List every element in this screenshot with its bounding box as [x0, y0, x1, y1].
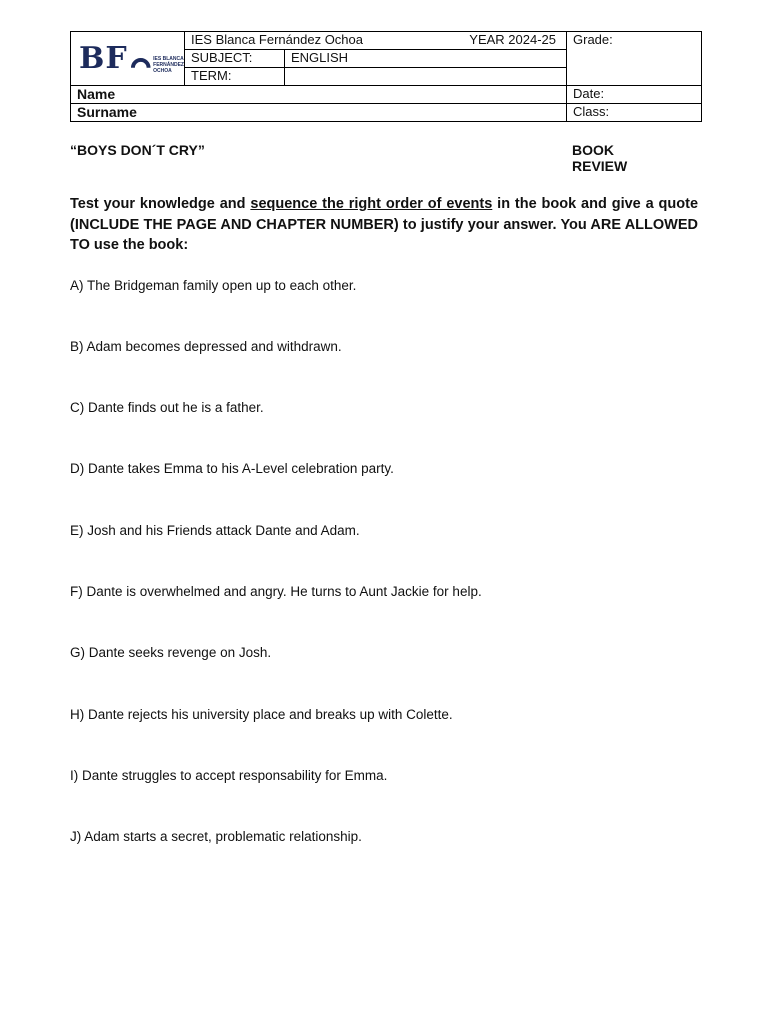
logo-small-line-3: OCHOA: [153, 67, 172, 74]
grade-label: Grade:: [573, 32, 613, 47]
event-item-i: I) Dante struggles to accept responsability for Emma.: [70, 768, 388, 783]
instructions-underlined: sequence the right order of events: [250, 196, 493, 212]
subject-value: ENGLISH: [291, 50, 349, 65]
event-item-g: G) Dante seeks revenge on Josh.: [70, 645, 272, 660]
term-label: TERM:: [191, 68, 232, 83]
header-table: [70, 31, 702, 122]
event-item-d: D) Dante takes Emma to his A-Level celebration party.: [70, 461, 394, 476]
term-label-cell: [185, 68, 285, 86]
school-year: YEAR 2024-25: [469, 32, 557, 47]
subject-value-cell: [285, 50, 567, 68]
class-cell[interactable]: [567, 104, 702, 122]
subject-label-cell: [185, 50, 285, 68]
logo-letters: BF: [79, 40, 128, 76]
logo-small-line-2: FERNÁNDEZ: [153, 61, 184, 68]
grade-cell[interactable]: [567, 32, 702, 86]
event-item-h: H) Dante rejects his university place and breaks up with Colette.: [70, 707, 453, 722]
document-type: BOOK REVIEW: [572, 142, 628, 174]
name-cell[interactable]: [71, 86, 567, 104]
school-logo: [71, 40, 184, 76]
instructions-part-2: in the book and give a quote (INCLUDE THE PAGE AND CHAPTER NUMBER) to justify your answer. You ARE ALLOWED TO use the book:: [70, 196, 699, 253]
school-cell: [185, 32, 567, 50]
instructions-part-1: Test your knowledge and: [70, 196, 251, 212]
event-item-j: J) Adam starts a secret, problematic relationship.: [70, 829, 362, 844]
surname-label: Surname: [77, 104, 137, 120]
book-title: “BOYS DON´T CRY”: [70, 142, 205, 158]
instructions: [70, 194, 698, 256]
term-value-cell[interactable]: [285, 68, 567, 86]
school-name: IES Blanca Fernández Ochoa: [191, 32, 363, 47]
logo-small-line-1: IES BLANCA: [153, 55, 184, 62]
date-cell[interactable]: [567, 86, 702, 104]
surname-cell[interactable]: [71, 104, 567, 122]
name-label: Name: [77, 86, 116, 102]
event-item-a: A) The Bridgeman family open up to each other.: [70, 278, 357, 293]
logo-cell: [71, 32, 185, 86]
subject-label: SUBJECT:: [191, 50, 253, 65]
event-item-f: F) Dante is overwhelmed and angry. He turns to Aunt Jackie for help.: [70, 584, 482, 599]
logo-small-text: [153, 56, 184, 74]
logo-arc-icon: [130, 48, 152, 70]
event-item-c: C) Dante finds out he is a father.: [70, 400, 264, 415]
class-label: Class:: [573, 104, 610, 119]
date-label: Date:: [573, 86, 605, 101]
event-item-e: E) Josh and his Friends attack Dante and Adam.: [70, 523, 360, 538]
event-item-b: B) Adam becomes depressed and withdrawn.: [70, 339, 342, 354]
